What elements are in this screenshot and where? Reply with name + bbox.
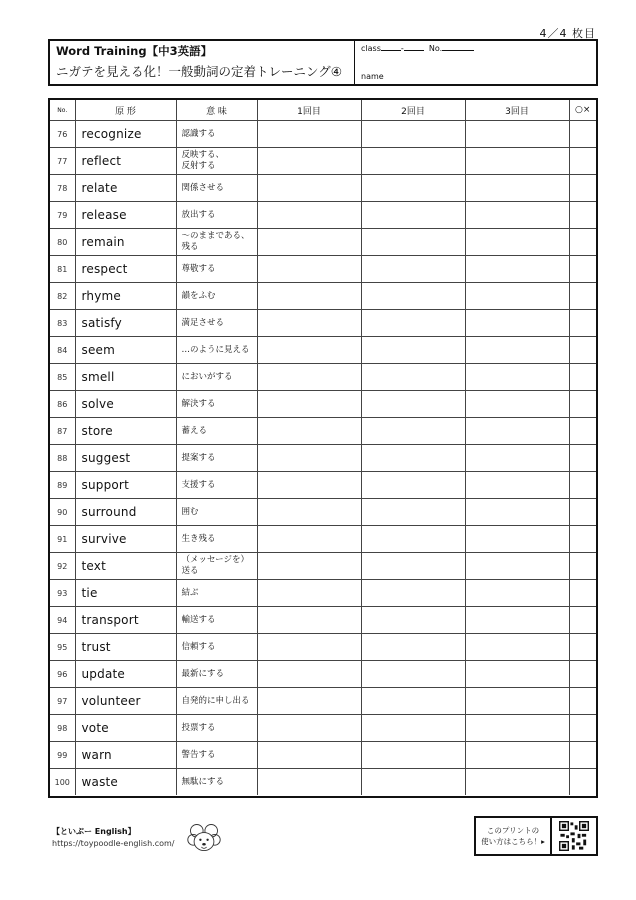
check-cell[interactable] — [569, 634, 596, 661]
check-cell[interactable] — [569, 391, 596, 418]
row-number: 87 — [50, 418, 75, 445]
practice-cell-round-3[interactable] — [465, 742, 569, 769]
guide-line-1: このプリントの — [486, 826, 540, 835]
practice-cell-round-2[interactable] — [361, 229, 465, 256]
table-row — [50, 256, 596, 283]
japanese-meaning: 囲む — [176, 499, 257, 526]
practice-cell-round-2[interactable] — [361, 364, 465, 391]
table-row — [50, 634, 596, 661]
english-word: rhyme — [75, 283, 176, 310]
practice-cell-round-1[interactable] — [257, 364, 361, 391]
practice-cell-round-3[interactable] — [465, 580, 569, 607]
practice-cell-round-2[interactable] — [361, 526, 465, 553]
practice-cell-round-3[interactable] — [465, 499, 569, 526]
japanese-meaning: 満足させる — [176, 310, 257, 337]
practice-cell-round-3[interactable] — [465, 121, 569, 148]
name-label: name — [361, 72, 384, 81]
qr-code-graphic — [559, 821, 589, 851]
japanese-meaning: 警告する — [176, 742, 257, 769]
practice-cell-round-1[interactable] — [257, 283, 361, 310]
practice-cell-round-2[interactable] — [361, 553, 465, 580]
worksheet-subtitle: ニガテを見える化！一般動詞の定着トレーニング④ — [56, 64, 342, 79]
row-number: 84 — [50, 337, 75, 364]
english-word: update — [75, 661, 176, 688]
guide-line-2: 使い方はこちら！▸ — [481, 837, 545, 846]
row-number: 96 — [50, 661, 75, 688]
japanese-meaning: 支援する — [176, 472, 257, 499]
japanese-meaning: 生き残る — [176, 526, 257, 553]
class-dash: - — [400, 44, 404, 53]
practice-cell-round-1[interactable] — [257, 634, 361, 661]
practice-cell-round-2[interactable] — [361, 445, 465, 472]
table-row — [50, 418, 596, 445]
practice-cell-round-2[interactable] — [361, 688, 465, 715]
practice-cell-round-3[interactable] — [465, 256, 569, 283]
check-cell[interactable] — [569, 445, 596, 472]
worksheet-title: Word Training【中3英語】 — [56, 44, 213, 58]
japanese-meaning: 反映する、 反射する — [176, 148, 257, 175]
english-word: solve — [75, 391, 176, 418]
header-meaning: 意 味 — [176, 100, 257, 121]
row-number: 100 — [50, 769, 75, 796]
practice-cell-round-1[interactable] — [257, 580, 361, 607]
practice-cell-round-2[interactable] — [361, 418, 465, 445]
row-number: 97 — [50, 688, 75, 715]
japanese-meaning: …のように見える — [176, 337, 257, 364]
table-row — [50, 661, 596, 688]
practice-cell-round-1[interactable] — [257, 688, 361, 715]
class-label: class — [361, 44, 381, 53]
japanese-meaning: 蓄える — [176, 418, 257, 445]
table-row — [50, 607, 596, 634]
practice-cell-round-1[interactable] — [257, 202, 361, 229]
practice-cell-round-2[interactable] — [361, 310, 465, 337]
english-word: warn — [75, 742, 176, 769]
table-row — [50, 337, 596, 364]
japanese-meaning: 尊敬する — [176, 256, 257, 283]
practice-cell-round-3[interactable] — [465, 607, 569, 634]
practice-cell-round-3[interactable] — [465, 175, 569, 202]
english-word: respect — [75, 256, 176, 283]
english-word: text — [75, 553, 176, 580]
practice-cell-round-1[interactable] — [257, 769, 361, 796]
table-row — [50, 175, 596, 202]
english-word: transport — [75, 607, 176, 634]
practice-cell-round-2[interactable] — [361, 175, 465, 202]
practice-cell-round-1[interactable] — [257, 121, 361, 148]
practice-cell-round-2[interactable] — [361, 607, 465, 634]
row-number: 91 — [50, 526, 75, 553]
check-cell[interactable] — [569, 769, 596, 796]
practice-cell-round-1[interactable] — [257, 553, 361, 580]
table-row — [50, 283, 596, 310]
check-cell[interactable] — [569, 229, 596, 256]
check-cell[interactable] — [569, 607, 596, 634]
usage-guide-button[interactable] — [474, 816, 552, 856]
english-word: reflect — [75, 148, 176, 175]
practice-cell-round-2[interactable] — [361, 202, 465, 229]
row-number: 83 — [50, 310, 75, 337]
practice-cell-round-3[interactable] — [465, 310, 569, 337]
check-cell[interactable] — [569, 526, 596, 553]
english-word: volunteer — [75, 688, 176, 715]
practice-cell-round-2[interactable] — [361, 742, 465, 769]
table-row — [50, 769, 596, 796]
english-word: tie — [75, 580, 176, 607]
practice-cell-round-3[interactable] — [465, 202, 569, 229]
poodle-mascot-icon — [186, 820, 222, 856]
practice-cell-round-2[interactable] — [361, 283, 465, 310]
practice-cell-round-3[interactable] — [465, 229, 569, 256]
row-number: 82 — [50, 283, 75, 310]
title-block — [50, 41, 355, 84]
practice-cell-round-2[interactable] — [361, 715, 465, 742]
practice-cell-round-3[interactable] — [465, 634, 569, 661]
table-row — [50, 742, 596, 769]
row-number: 98 — [50, 715, 75, 742]
english-word: satisfy — [75, 310, 176, 337]
page-number: 4／4 枚目 — [539, 27, 596, 40]
row-number: 94 — [50, 607, 75, 634]
class-blank-2[interactable] — [404, 50, 424, 51]
english-word: relate — [75, 175, 176, 202]
japanese-meaning: 解決する — [176, 391, 257, 418]
row-number: 99 — [50, 742, 75, 769]
check-cell[interactable] — [569, 661, 596, 688]
practice-cell-round-1[interactable] — [257, 607, 361, 634]
row-number: 79 — [50, 202, 75, 229]
table-row — [50, 310, 596, 337]
class-no-line — [361, 44, 590, 53]
japanese-meaning: （メッセージを） 送る — [176, 553, 257, 580]
table-row — [50, 526, 596, 553]
header-round-1: 1回目 — [257, 100, 361, 121]
english-word: suggest — [75, 445, 176, 472]
practice-cell-round-1[interactable] — [257, 229, 361, 256]
header-round-2: 2回目 — [361, 100, 465, 121]
check-cell[interactable] — [569, 742, 596, 769]
practice-cell-round-2[interactable] — [361, 391, 465, 418]
table-header-row — [50, 100, 596, 121]
practice-cell-round-2[interactable] — [361, 472, 465, 499]
practice-cell-round-1[interactable] — [257, 742, 361, 769]
check-cell[interactable] — [569, 175, 596, 202]
practice-cell-round-2[interactable] — [361, 661, 465, 688]
english-word: store — [75, 418, 176, 445]
practice-cell-round-1[interactable] — [257, 175, 361, 202]
japanese-meaning: 結ぶ — [176, 580, 257, 607]
practice-cell-round-2[interactable] — [361, 121, 465, 148]
japanese-meaning: 投票する — [176, 715, 257, 742]
english-word: support — [75, 472, 176, 499]
row-number: 76 — [50, 121, 75, 148]
practice-cell-round-1[interactable] — [257, 715, 361, 742]
practice-cell-round-3[interactable] — [465, 148, 569, 175]
table-row — [50, 202, 596, 229]
japanese-meaning: 自発的に申し出る — [176, 688, 257, 715]
japanese-meaning: 輸送する — [176, 607, 257, 634]
table-row — [50, 391, 596, 418]
practice-cell-round-3[interactable] — [465, 337, 569, 364]
vocabulary-table — [48, 98, 598, 798]
japanese-meaning: ～のままである、 残る — [176, 229, 257, 256]
english-word: waste — [75, 769, 176, 796]
practice-cell-round-1[interactable] — [257, 310, 361, 337]
practice-cell-round-3[interactable] — [465, 526, 569, 553]
english-word: trust — [75, 634, 176, 661]
practice-cell-round-2[interactable] — [361, 499, 465, 526]
table-row — [50, 715, 596, 742]
table-row — [50, 580, 596, 607]
practice-cell-round-1[interactable] — [257, 391, 361, 418]
practice-cell-round-3[interactable] — [465, 553, 569, 580]
student-info-block — [355, 41, 596, 84]
table-row — [50, 148, 596, 175]
practice-cell-round-3[interactable] — [465, 769, 569, 796]
english-word: release — [75, 202, 176, 229]
qr-code-icon[interactable] — [552, 816, 598, 856]
english-word: vote — [75, 715, 176, 742]
row-number: 88 — [50, 445, 75, 472]
row-number: 86 — [50, 391, 75, 418]
japanese-meaning: 提案する — [176, 445, 257, 472]
english-word: survive — [75, 526, 176, 553]
class-blank[interactable] — [381, 50, 401, 51]
row-number: 90 — [50, 499, 75, 526]
practice-cell-round-1[interactable] — [257, 526, 361, 553]
header-no: No. — [50, 100, 75, 121]
check-cell[interactable] — [569, 472, 596, 499]
table-row — [50, 121, 596, 148]
row-number: 81 — [50, 256, 75, 283]
check-cell[interactable] — [569, 715, 596, 742]
practice-cell-round-3[interactable] — [465, 283, 569, 310]
japanese-meaning: 関係させる — [176, 175, 257, 202]
practice-cell-round-3[interactable] — [465, 472, 569, 499]
header-round-3: 3回目 — [465, 100, 569, 121]
check-cell[interactable] — [569, 364, 596, 391]
table-row — [50, 499, 596, 526]
practice-cell-round-3[interactable] — [465, 418, 569, 445]
brand-name: 【といぷー English】 — [52, 827, 136, 836]
practice-cell-round-1[interactable] — [257, 472, 361, 499]
table-row — [50, 229, 596, 256]
row-number: 77 — [50, 148, 75, 175]
check-cell[interactable] — [569, 499, 596, 526]
japanese-meaning: 韻をふむ — [176, 283, 257, 310]
check-cell[interactable] — [569, 202, 596, 229]
english-word: remain — [75, 229, 176, 256]
check-cell[interactable] — [569, 310, 596, 337]
check-cell[interactable] — [569, 283, 596, 310]
no-label: No. — [428, 44, 443, 53]
table-row — [50, 472, 596, 499]
practice-cell-round-3[interactable] — [465, 688, 569, 715]
row-number: 78 — [50, 175, 75, 202]
japanese-meaning: 無駄にする — [176, 769, 257, 796]
table-row — [50, 364, 596, 391]
practice-cell-round-3[interactable] — [465, 391, 569, 418]
english-word: smell — [75, 364, 176, 391]
table-row — [50, 553, 596, 580]
english-word: surround — [75, 499, 176, 526]
english-word: recognize — [75, 121, 176, 148]
practice-cell-round-2[interactable] — [361, 148, 465, 175]
brand-url[interactable]: https://toypoodle-english.com/ — [52, 839, 175, 848]
check-cell[interactable] — [569, 688, 596, 715]
header-word: 原 形 — [75, 100, 176, 121]
practice-cell-round-1[interactable] — [257, 661, 361, 688]
table-row — [50, 445, 596, 472]
practice-cell-round-2[interactable] — [361, 769, 465, 796]
check-cell[interactable] — [569, 121, 596, 148]
header-check: ○× — [569, 100, 596, 121]
check-cell[interactable] — [569, 256, 596, 283]
practice-cell-round-3[interactable] — [465, 364, 569, 391]
practice-cell-round-1[interactable] — [257, 418, 361, 445]
english-word: seem — [75, 337, 176, 364]
practice-cell-round-1[interactable] — [257, 148, 361, 175]
practice-cell-round-2[interactable] — [361, 634, 465, 661]
japanese-meaning: においがする — [176, 364, 257, 391]
practice-cell-round-3[interactable] — [465, 715, 569, 742]
row-number: 92 — [50, 553, 75, 580]
practice-cell-round-3[interactable] — [465, 445, 569, 472]
check-cell[interactable] — [569, 337, 596, 364]
japanese-meaning: 信頼する — [176, 634, 257, 661]
row-number: 80 — [50, 229, 75, 256]
row-number: 85 — [50, 364, 75, 391]
table-row — [50, 688, 596, 715]
worksheet-header — [48, 39, 598, 86]
check-cell[interactable] — [569, 418, 596, 445]
row-number: 93 — [50, 580, 75, 607]
check-cell[interactable] — [569, 148, 596, 175]
practice-cell-round-2[interactable] — [361, 256, 465, 283]
no-blank[interactable] — [442, 50, 474, 51]
practice-cell-round-3[interactable] — [465, 661, 569, 688]
practice-cell-round-1[interactable] — [257, 256, 361, 283]
japanese-meaning: 放出する — [176, 202, 257, 229]
japanese-meaning: 認識する — [176, 121, 257, 148]
row-number: 95 — [50, 634, 75, 661]
check-cell[interactable] — [569, 553, 596, 580]
japanese-meaning: 最新にする — [176, 661, 257, 688]
practice-cell-round-1[interactable] — [257, 445, 361, 472]
row-number: 89 — [50, 472, 75, 499]
practice-cell-round-2[interactable] — [361, 580, 465, 607]
practice-cell-round-1[interactable] — [257, 499, 361, 526]
practice-cell-round-1[interactable] — [257, 337, 361, 364]
check-cell[interactable] — [569, 580, 596, 607]
practice-cell-round-2[interactable] — [361, 337, 465, 364]
